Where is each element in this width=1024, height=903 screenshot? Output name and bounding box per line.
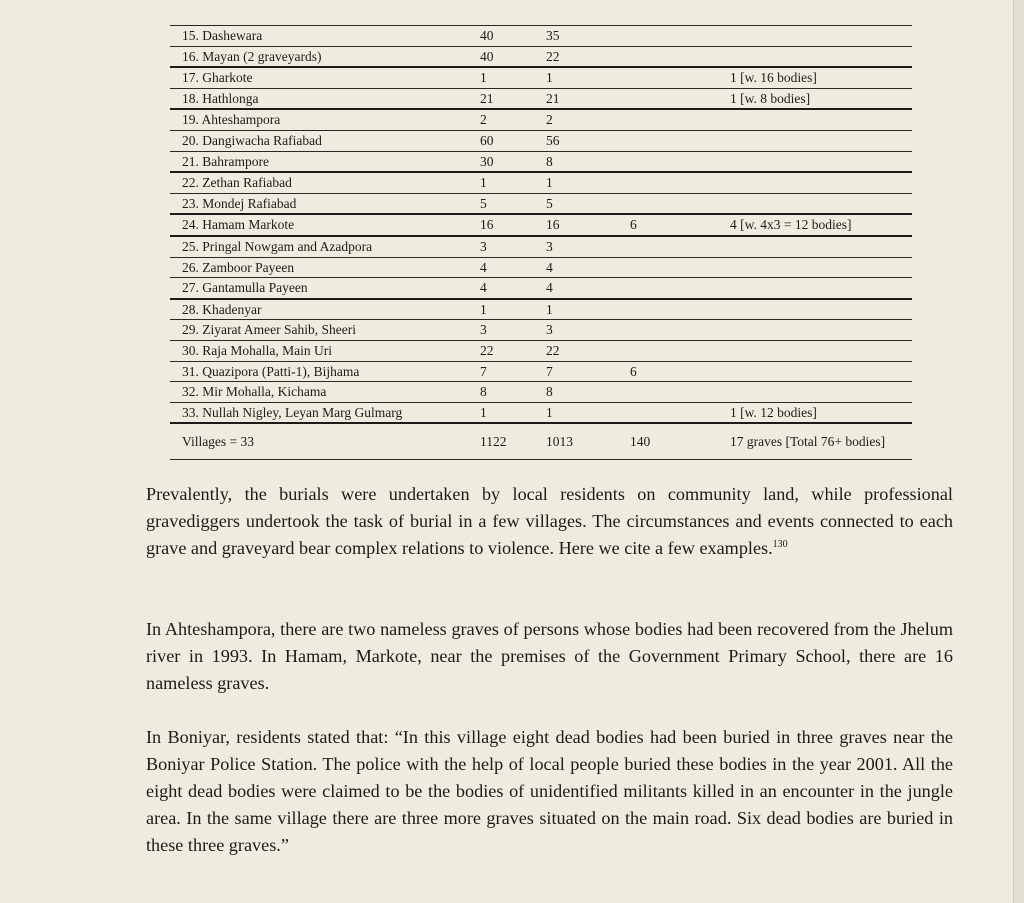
cell-count-a: 3 [480,320,546,341]
cell-note [730,46,912,67]
paragraph-boniyar: In Boniyar, residents stated that: “In this village eight dead bodies had been buried in three graves near the Boniyar Police Station. The police with the help of local people buried these bodies in the year 2001. All the eight dead bodies were claimed to be the bodies of unidentified militants killed in an encounter in the jungle area. In the same village there are three more graves situated on the main road. Six dead bodies are buried in these three graves.” [146,727,953,855]
cell-note [730,151,912,172]
cell-village: 32. Mir Mohalla, Kichama [170,382,480,403]
cell-note [730,320,912,341]
cell-village: 24. Hamam Markote [170,214,480,236]
cell-count-b: 22 [546,340,630,361]
cell-village: 15. Dashewara [170,26,480,47]
page-edge [1013,0,1024,903]
cell-count-c [630,278,730,299]
table-row [170,299,912,320]
graves-table [170,25,912,460]
table-row [170,278,912,299]
cell-note: 17 graves [Total 76+ bodies] [730,423,912,460]
cell-village: 18. Hathlonga [170,88,480,109]
cell-count-c: 6 [630,214,730,236]
cell-count-a: 16 [480,214,546,236]
cell-village: 23. Mondej Rafiabad [170,193,480,214]
cell-count-b: 22 [546,46,630,67]
cell-count-b: 2 [546,109,630,130]
cell-count-b: 56 [546,130,630,151]
cell-village: 33. Nullah Nigley, Leyan Marg Gulmarg [170,402,480,423]
paragraph-burials [146,481,953,562]
cell-village: 30. Raja Mohalla, Main Uri [170,340,480,361]
cell-note [730,340,912,361]
cell-count-a: 1 [480,402,546,423]
cell-note [730,193,912,214]
cell-count-a: 7 [480,361,546,382]
cell-count-b: 35 [546,26,630,47]
cell-count-b: 5 [546,193,630,214]
cell-count-c [630,299,730,320]
cell-count-b: 1 [546,67,630,88]
cell-count-a: 30 [480,151,546,172]
cell-count-b: 16 [546,214,630,236]
table-row [170,67,912,88]
cell-count-a: 3 [480,236,546,257]
cell-count-c: 140 [630,423,730,460]
cell-note: 4 [w. 4x3 = 12 bodies] [730,214,912,236]
cell-note [730,278,912,299]
cell-count-b: 7 [546,361,630,382]
cell-note [730,109,912,130]
cell-village: 19. Ahteshampora [170,109,480,130]
cell-note [730,257,912,278]
cell-village: 16. Mayan (2 graveyards) [170,46,480,67]
table-row [170,402,912,423]
cell-village: 22. Zethan Rafiabad [170,172,480,193]
paragraph-ahteshampora: In Ahteshampora, there are two nameless graves of persons whose bodies had been recovered from the Jhelum river in 1993. In Hamam, Markote, near the premises of the Government Primary School, there are 16 nameless graves. [146,619,953,693]
cell-count-c [630,26,730,47]
cell-count-a: 40 [480,26,546,47]
cell-count-c [630,320,730,341]
cell-count-c [630,382,730,403]
cell-count-c [630,88,730,109]
cell-note [730,361,912,382]
cell-count-c [630,236,730,257]
paragraph-burials-text: Prevalently, the burials were undertaken by local residents on community land, while professional gravediggers undertook the task of burial in a few villages. The circumstances and events connected to each grave and graveyard bear complex relations to violence. Here we cite a few examples. [146,484,953,558]
cell-count-a: 22 [480,340,546,361]
cell-note [730,172,912,193]
table-total-row [170,423,912,460]
cell-village: 31. Quazipora (Patti-1), Bijhama [170,361,480,382]
table-row [170,257,912,278]
cell-note [730,130,912,151]
table-row [170,361,912,382]
cell-count-c [630,193,730,214]
cell-count-c [630,109,730,130]
table-row [170,340,912,361]
cell-note: 1 [w. 12 bodies] [730,402,912,423]
table-row [170,151,912,172]
cell-count-a: 60 [480,130,546,151]
cell-count-b: 8 [546,382,630,403]
cell-count-c [630,130,730,151]
table-row [170,172,912,193]
cell-count-c [630,172,730,193]
table-row [170,26,912,47]
cell-count-a: 40 [480,46,546,67]
cell-village: 29. Ziyarat Ameer Sahib, Sheeri [170,320,480,341]
cell-count-b: 4 [546,257,630,278]
cell-count-b: 1 [546,402,630,423]
cell-count-a: 8 [480,382,546,403]
table-row [170,214,912,236]
cell-village: 25. Pringal Nowgam and Azadpora [170,236,480,257]
footnote-ref[interactable]: 130 [772,539,788,550]
cell-count-b: 1013 [546,423,630,460]
cell-count-b: 21 [546,88,630,109]
cell-count-b: 3 [546,236,630,257]
cell-note [730,26,912,47]
cell-count-c [630,67,730,88]
cell-village: Villages = 33 [170,423,480,460]
cell-count-b: 1 [546,172,630,193]
cell-note [730,236,912,257]
cell-village: 20. Dangiwacha Rafiabad [170,130,480,151]
cell-count-c [630,46,730,67]
cell-note: 1 [w. 16 bodies] [730,67,912,88]
graves-table-body [170,26,912,460]
cell-count-a: 5 [480,193,546,214]
cell-count-b: 1 [546,299,630,320]
table-row [170,46,912,67]
cell-count-a: 1 [480,299,546,320]
cell-count-a: 4 [480,278,546,299]
cell-village: 21. Bahrampore [170,151,480,172]
table-row [170,109,912,130]
cell-count-b: 3 [546,320,630,341]
cell-count-b: 4 [546,278,630,299]
table-row [170,382,912,403]
cell-count-c [630,151,730,172]
table-row [170,130,912,151]
cell-count-a: 4 [480,257,546,278]
cell-count-a: 21 [480,88,546,109]
cell-note: 1 [w. 8 bodies] [730,88,912,109]
cell-village: 26. Zamboor Payeen [170,257,480,278]
cell-count-c: 6 [630,361,730,382]
cell-count-c [630,402,730,423]
cell-count-a: 2 [480,109,546,130]
table-row [170,320,912,341]
cell-count-b: 8 [546,151,630,172]
cell-village: 28. Khadenyar [170,299,480,320]
cell-count-c [630,340,730,361]
cell-count-a: 1122 [480,423,546,460]
cell-note [730,299,912,320]
table-row [170,236,912,257]
cell-count-a: 1 [480,172,546,193]
cell-count-c [630,257,730,278]
table-row [170,193,912,214]
table-row [170,88,912,109]
cell-count-a: 1 [480,67,546,88]
cell-note [730,382,912,403]
cell-village: 27. Gantamulla Payeen [170,278,480,299]
cell-village: 17. Gharkote [170,67,480,88]
